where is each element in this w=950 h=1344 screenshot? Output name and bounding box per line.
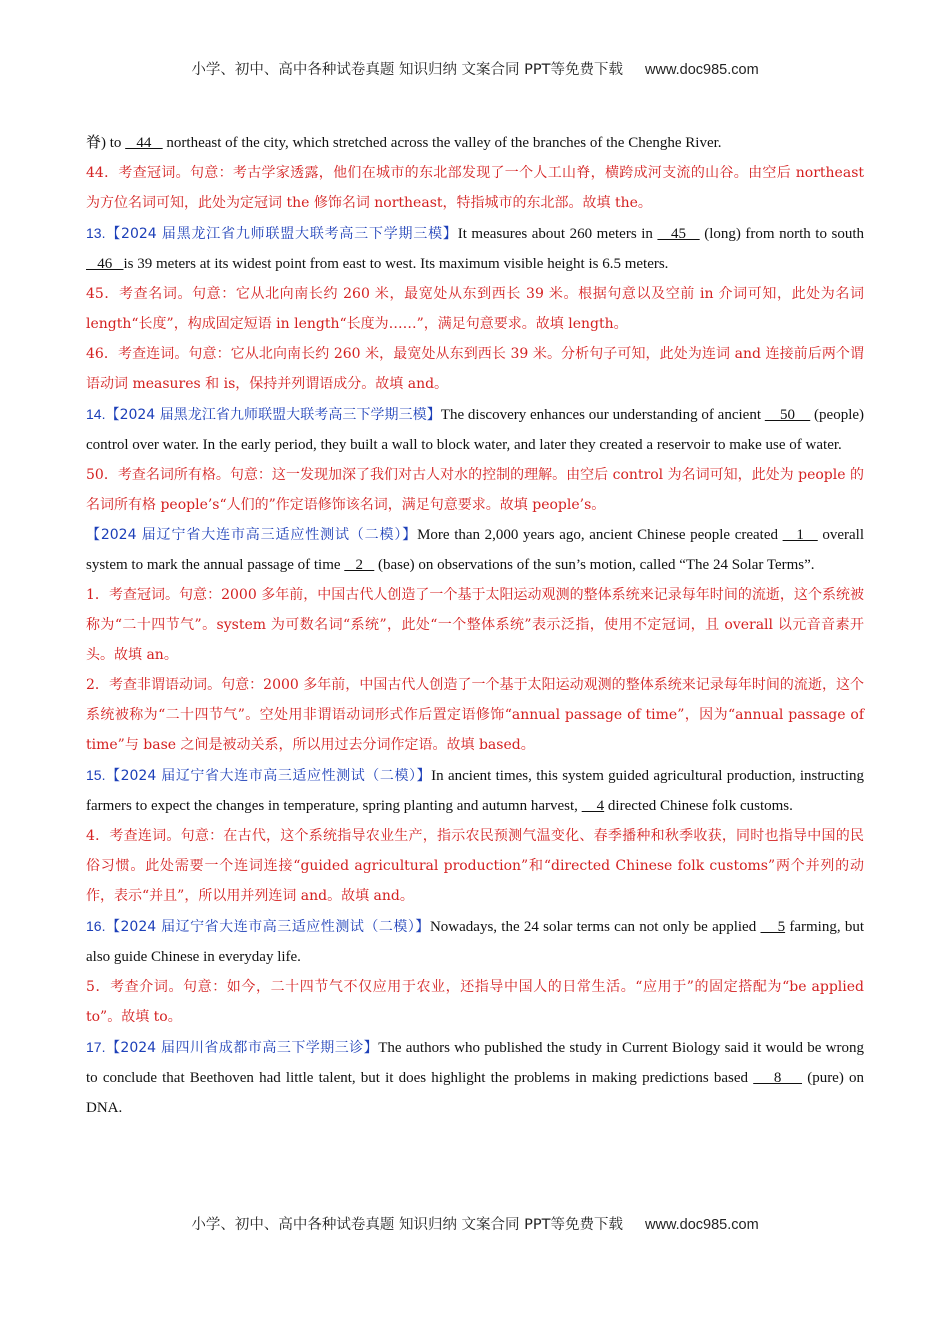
question-source: 【2024 届黑龙江省九师联盟大联考高三下学期三模】 [105,226,458,242]
answer-1: 1．考查冠词。句意：2000 多年前，中国古代人创造了一个基于太阳运动观测的整体系统来记录每年时间的流逝，这个系统被称为“二十四节气”。system 为可数名词“系统”，此处“一个整体系统”表示泛指，使用不定冠词，且 overall 以元音音素开头。故填 an。 [86,587,864,663]
page-footer [0,1213,950,1234]
answer-50: 50．考查名词所有格。句意：这一发现加深了我们对古人对水的控制的理解。由空后 control 为名词可知，此处为 people 的名词所有格 people’s“人们的”作定语修饰该名词，满足句意要求。故填 people’s。 [86,467,864,513]
blank-2: 2 [344,557,375,573]
question-source: 【2024 届辽宁省大连市高三适应性测试（二模）】 [105,919,430,935]
footer-text: 小学、初中、高中各种试卷真题 知识归纳 文案合同 PPT等免费下载 [191,1217,624,1233]
question-16: 16.【2024 届辽宁省大连市高三适应性测试（二模）】Nowadays, the 24 solar terms can not only be applied 5 farming, but also guide Chinese in everyday life. [86,918,865,965]
question-17: 17.【2024 届四川省成都市高三下学期三诊】The authors who published the study in Current Biology said it would be wrong to conclude that Beethoven had little talent, but it does highlight the problems in making predictions based 8 (pure) on DNA. [86,1039,865,1116]
blank-4: 4 [581,798,605,814]
answer-5: 5．考查介词。句意：如今，二十四节气不仅应用于农业，还指导中国人的日常生活。“应用于”的固定搭配为“be applied to”。故填 to。 [86,979,864,1025]
page-header [0,58,950,79]
answer-2: 2．考查非谓语动词。句意：2000 多年前，中国古代人创造了一个基于太阳运动观测的整体系统来记录每年时间的流逝，这个系统被称为“二十四节气”。空处用非谓语动词形式作后置定语修饰“annual passage of time”，因为“annual passage of time”与 base 之间是被动关系，所以用过去分词作定语。故填 based。 [86,677,864,753]
answer-4: 4．考查连词。句意：在古代，这个系统指导农业生产，指示农民预测气温变化、春季播种和秋季收获，同时也指导中国的民俗习惯。此处需要一个连词连接“guided agricultural production”和“directed Chinese folk customs”两个并列的动作，表示“并且”，所以用并列连词 and。故填 and。 [86,828,864,904]
blank-50: 50 [764,407,811,423]
question-dalian-passage: 【2024 届辽宁省大连市高三适应性测试（二模）】More than 2,000 years ago, ancient Chinese people created 1 overall system to mark the annual passage of time 2 (base) on observations of the sun’s motion, called “The 24 Solar Terms”. [86,527,865,573]
answer-45: 45．考查名词。句意：它从北向南长约 260 米，最宽处从东到西长 39 米。根据句意以及空前 in 介词可知，此处为名词 length“长度”，构成固定短语 in length“长度为……”，满足句意要求。故填 length。 [86,286,864,332]
question-number: 14. [86,406,106,422]
question-number: 16. [86,918,106,934]
blank-46: 46 [86,256,124,272]
footer-site-link[interactable]: www.doc985.com [645,1217,759,1233]
blank-8: 8 [753,1070,803,1086]
answer-46: 46．考查连词。句意：它从北向南长约 260 米，最宽处从东到西长 39 米。分析句子可知，此处为连词 and 连接前后两个谓语动词 measures 和 is，保持并列谓语成分。故填 and。 [86,346,864,392]
question-number: 13. [86,225,106,241]
question-15: 15.【2024 届辽宁省大连市高三适应性测试（二模）】In ancient times, this system guided agricultural production, instructing farmers to expect the changes in temperature, spring planting and autumn harvest, 4 directed Chinese folk customs. [86,767,865,814]
header-site-link[interactable]: www.doc985.com [645,62,759,78]
blank-45: 45 [657,226,700,242]
question-source: 【2024 届四川省成都市高三下学期三诊】 [105,1040,379,1056]
question-number: 17. [86,1039,106,1055]
document-body [86,128,864,1123]
question-source: 【2024 届黑龙江省九师联盟大联考高三下学期三模】 [105,407,441,423]
question-source: 【2024 届辽宁省大连市高三适应性测试（二模）】 [86,527,418,543]
question-13: 13.【2024 届黑龙江省九师联盟大联考高三下学期三模】It measures about 260 meters in 45 (long) from north to south 46 is 39 meters at its widest point from east to west. Its maximum visible height is 6.5 meters. [86,225,865,272]
question-44-continuation: 脊) to 44 northeast of the city, which stretched across the valley of the branches of the Chenghe River. [86,135,722,151]
question-number: 15. [86,767,106,783]
question-source: 【2024 届辽宁省大连市高三适应性测试（二模）】 [105,768,432,784]
blank-5: 5 [760,919,786,935]
blank-1: 1 [782,527,818,543]
answer-44: 44．考查冠词。句意：考古学家透露，他们在城市的东北部发现了一个人工山脊，横跨成河支流的山谷。由空后 northeast 为方位名词可知，此处为定冠词 the 修饰名词 northeast，特指城市的东北部。故填 the。 [86,165,864,211]
blank-44: 44 [125,135,163,151]
question-14: 14.【2024 届黑龙江省九师联盟大联考高三下学期三模】The discovery enhances our understanding of ancient 50 (people) control over water. In the early period, they built a wall to block water, and later they created a reservoir to make use of water. [86,406,865,453]
header-text: 小学、初中、高中各种试卷真题 知识归纳 文案合同 PPT等免费下载 [191,62,624,78]
